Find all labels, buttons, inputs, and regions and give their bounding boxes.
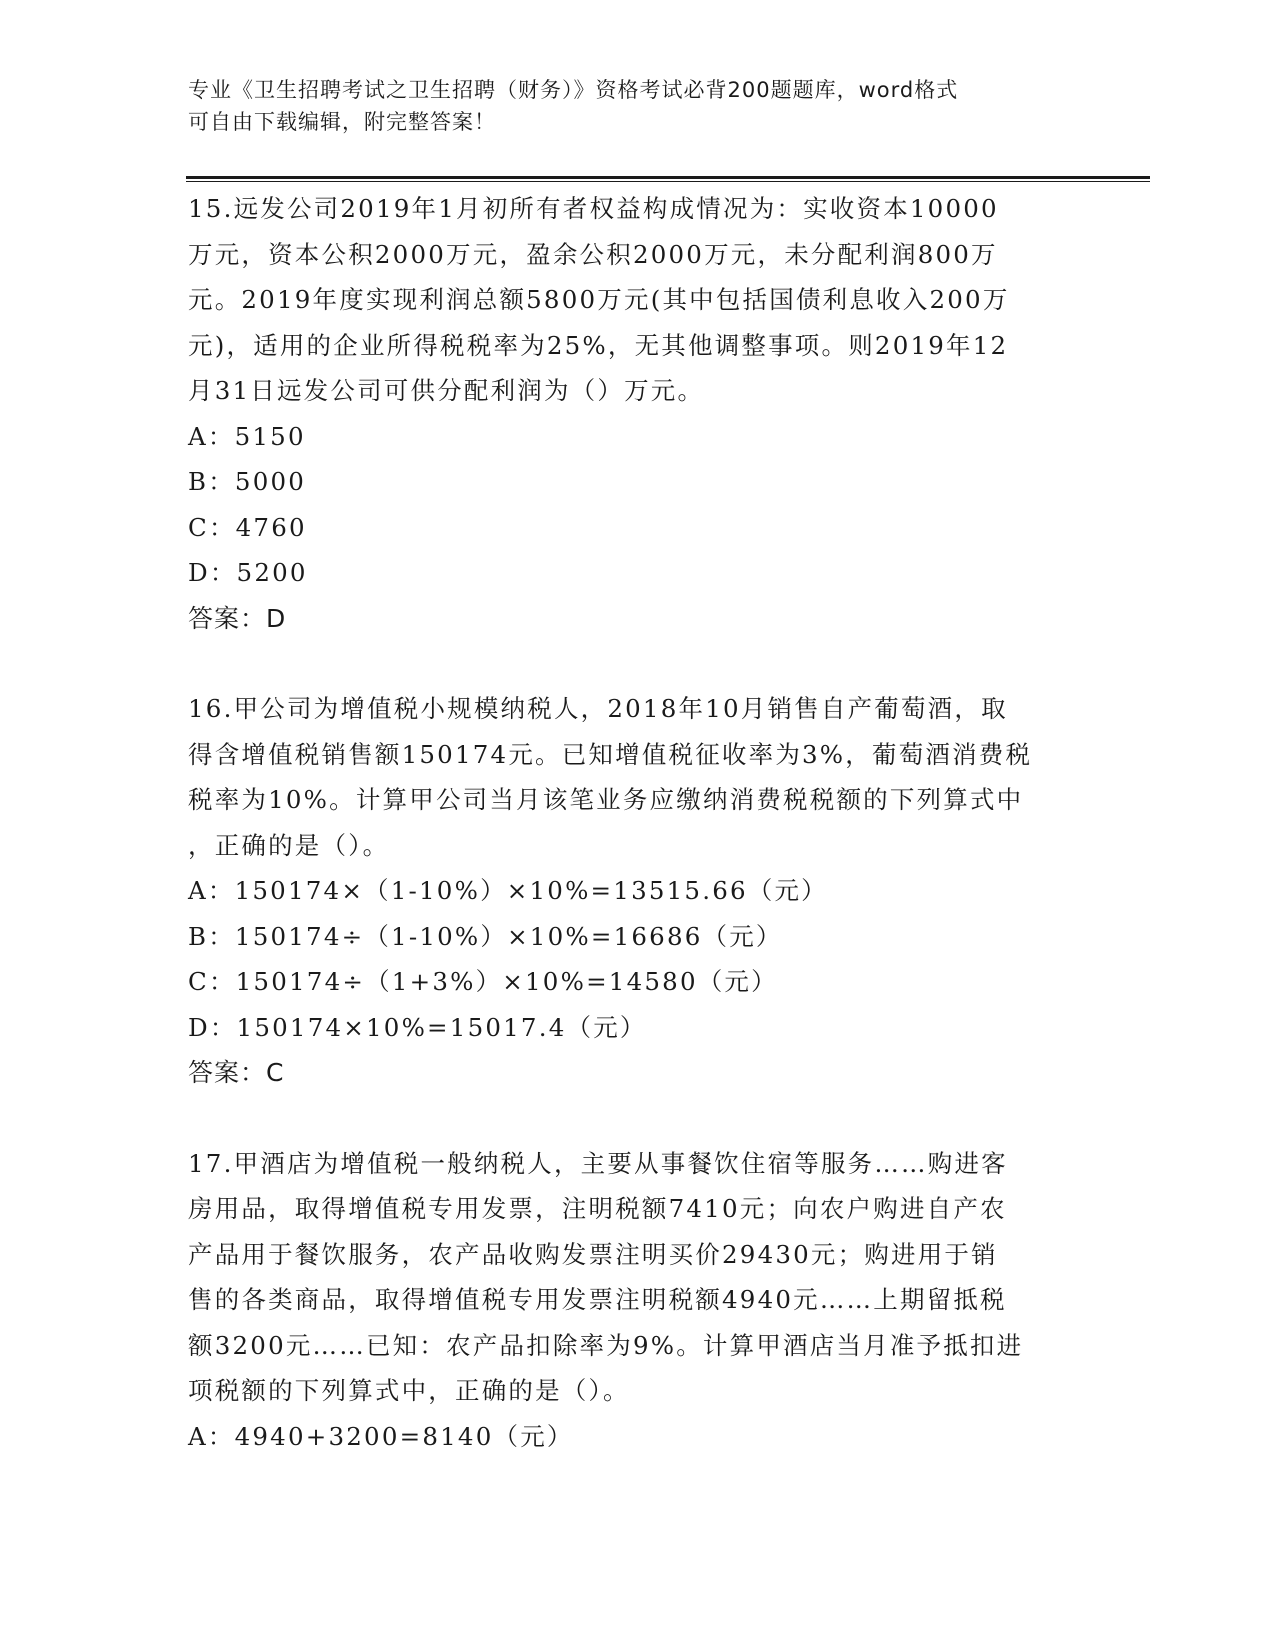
header-title-line-1: 专业《卫生招聘考试之卫生招聘（财务）》资格考试必背200题题库，word格式 [188, 78, 959, 102]
option-c: C：150174÷（1+3%）×10%=14580（元） [188, 967, 778, 996]
question-text-line: 16.甲公司为增值税小规模纳税人，2018年10月销售自产葡萄酒，取 [188, 694, 1008, 723]
option-d: D：5200 [188, 558, 308, 587]
header-title-line-2: 可自由下载编辑，附完整答案！ [188, 110, 496, 134]
question-text-line: 产品用于餐饮服务，农产品收购发票注明买价29430元；购进用于销 [188, 1239, 998, 1269]
question-text-line: 房用品，取得增值税专用发票，注明税额7410元；向农户购进自产农 [188, 1194, 1007, 1223]
question-text-line: 税率为10%。计算甲公司当月该笔业务应缴纳消费税税额的下列算式中 [188, 785, 1024, 814]
header-divider-thick [186, 176, 1150, 179]
document-header [188, 74, 1068, 138]
option-a: A：150174×（1-10%）×10%=13515.66（元） [188, 876, 828, 905]
question-spacer [188, 1096, 1088, 1141]
question-text-line: 15.远发公司2019年1月初所有者权益构成情况为：实收资本10000 [188, 194, 999, 223]
question-text-line: ，正确的是（）。 [188, 830, 390, 860]
header-divider-thin [186, 181, 1150, 182]
question-spacer [188, 641, 1088, 686]
question-text-line: 项税额的下列算式中，正确的是（）。 [188, 1376, 630, 1405]
option-b: B：150174÷（1-10%）×10%=16686（元） [188, 921, 783, 951]
question-16-text [188, 686, 1088, 868]
question-text-line: 月31日远发公司可供分配利润为（）万元。 [188, 376, 705, 405]
option-a: A：5150 [188, 421, 306, 451]
question-15-text [188, 186, 1088, 414]
answer-label: 答案：D [188, 603, 287, 633]
question-text-line: 额3200元……已知：农产品扣除率为9%。计算甲酒店当月准予抵扣进 [188, 1330, 1024, 1360]
option-b: B：5000 [188, 467, 307, 496]
question-text-line: 17.甲酒店为增值税一般纳税人，主要从事餐饮住宿等服务……购进客 [188, 1148, 1008, 1178]
question-16 [188, 686, 1088, 1096]
option-d: D：150174×10%=15017.4（元） [188, 1012, 647, 1042]
question-list [188, 186, 1088, 1459]
question-17 [188, 1141, 1088, 1460]
question-text-line: 万元，资本公积2000万元，盈余公积2000万元，未分配利润800万 [188, 239, 998, 269]
question-text-line: 元。2019年度实现利润总额5800万元(其中包括国债利息收入200万 [188, 285, 1010, 314]
question-text-line: 得含增值税销售额150174元。已知增值税征收率为3%，葡萄酒消费税 [188, 739, 1033, 769]
question-text-line: 元)，适用的企业所得税税率为25%，无其他调整事项。则2019年12 [188, 330, 1009, 360]
question-text-line: 售的各类商品，取得增值税专用发票注明税额4940元……上期留抵税 [188, 1285, 1007, 1314]
option-a: A：4940+3200=8140（元） [188, 1421, 574, 1451]
answer-label: 答案：C [188, 1058, 285, 1087]
question-17-text [188, 1141, 1088, 1414]
option-c: C：4760 [188, 512, 307, 542]
question-15 [188, 186, 1088, 641]
